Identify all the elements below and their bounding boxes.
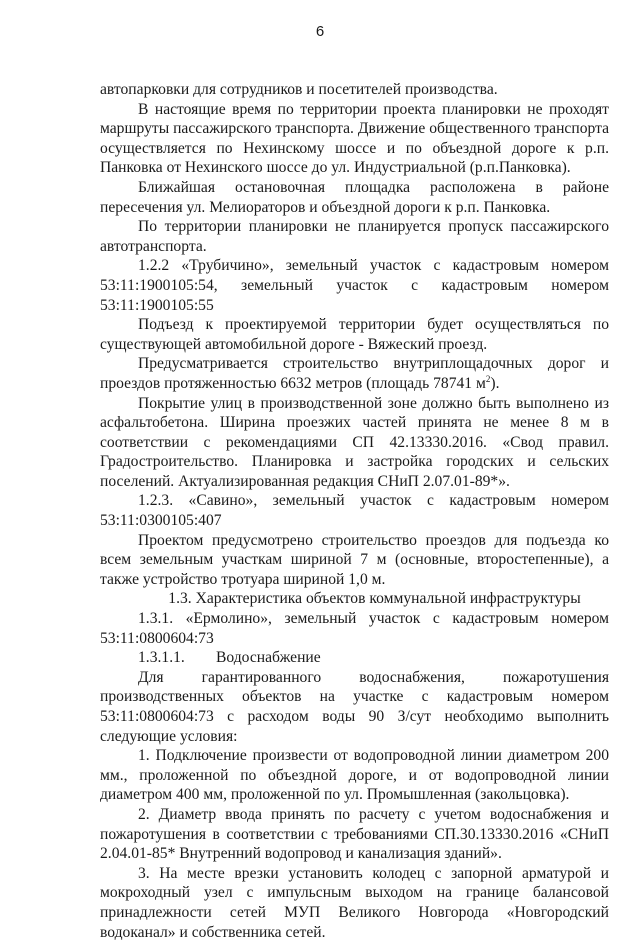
- section-number: 1.3.1.1.: [138, 649, 185, 667]
- paragraph-internal-roads: [100, 354, 609, 393]
- section-1-3-heading: 1.3. Характеристика объектов коммунальной инфраструктуры: [168, 590, 581, 608]
- section-1-3-1-heading: 1.3.1. «Ермолино», земельный участок с кадастровым номером 53:11:0800604:73: [100, 610, 609, 647]
- section-title: Водоснабжение: [216, 649, 321, 667]
- document-body: [100, 80, 609, 942]
- section-1-2-3-heading: 1.2.3. «Савино», земельный участок с кадастровым номером 53:11:0300105:407: [100, 492, 609, 530]
- paragraph-transport-routes: В настоящие время по территории проекта планировки не проходят маршруты пассажирского транспорта. Движение общественного транспорта осуществляется по Нехинскому шоссе и по объездной дороге к р.п. Панковка от Нехинского шоссе до ул. Индустриальной (р.п.Панковка).: [100, 100, 610, 177]
- page-number: 6: [315, 23, 325, 40]
- internal-roads-text: Предусматривается строительство внутриплощадочных дорог и проездов протяженностью 6632 метров (площадь 78741 м: [100, 355, 609, 392]
- section-1-2-2-heading: 1.2.2 «Трубичино», земельный участок с кадастровым номером 53:11:1900105:54, земельный участок с кадастровым номером 53:11:1900105:55: [100, 257, 609, 314]
- paragraph-water-supply-conditions: Для гарантированного водоснабжения, пожаротушения производственных объектов на участке с кадастровым номером 53:11:0800604:73 с расходом воды 90 З/сут необходимо выполнить следующие условия:: [100, 668, 609, 745]
- paragraph-access-road: Подъезд к проектируемой территории будет осуществляться по существующей автомобильной дороге - Вяжеский проезд.: [100, 316, 609, 353]
- list-item-3: 3. На месте врезки установить колодец с запорной арматурой и мокроходный узел с импульсным выходом на границе балансовой принадлежности сетей МУП Великого Новгорода «Новгородский водоканал» и собственника сетей.: [100, 864, 609, 941]
- paragraph-road-surface: Покрытие улиц в производственной зоне должно быть выполнено из асфальтобетона. Ширина проезжих частей принята не менее 8 м в соответствии с рекомендациями СП 42.13330.2016. «Свод правил. Градостроительство. Планировка и застройка городских и сельских поселений. Актуализированная редакция СНиП 2.07.01-89*».: [100, 394, 609, 490]
- list-item-2: 2. Диаметр ввода принять по расчету с учетом водоснабжения и пожаротушения в соответствии с требованиями СП.30.13330.2016 «СНиП 2.04.01-85* Внутренний водопровод и канализация зданий».: [100, 805, 609, 863]
- paragraph-continuation: автопарковки для сотрудников и посетителей производства.: [100, 81, 498, 98]
- paragraph-no-passenger-transport: По территории планировки не планируется пропуск пассажирского автотранспорта.: [100, 218, 609, 255]
- internal-roads-suffix: ).: [490, 374, 500, 392]
- paragraph-bus-stop: Ближайшая остановочная площадка расположена в районе пересечения ул. Мелиораторов и объездной дороги к р.п. Панковка.: [100, 178, 609, 216]
- list-item-1: 1. Подключение произвести от водопроводной линии диаметром 200 мм., проложенной по объездной дороге, и от водопроводной линии диаметром 400 мм, проложенной по ул. Промышленная (закольцовка).: [100, 747, 609, 804]
- section-1-3-1-1-heading: [100, 648, 609, 668]
- area-unit-superscript: 2: [485, 373, 491, 384]
- paragraph-driveways: Проектом предусмотрено строительство проездов для подъезда ко всем земельным участкам шириной 7 м (основные, второстепенные), а также устройство тротуара шириной 1,0 м.: [100, 531, 609, 588]
